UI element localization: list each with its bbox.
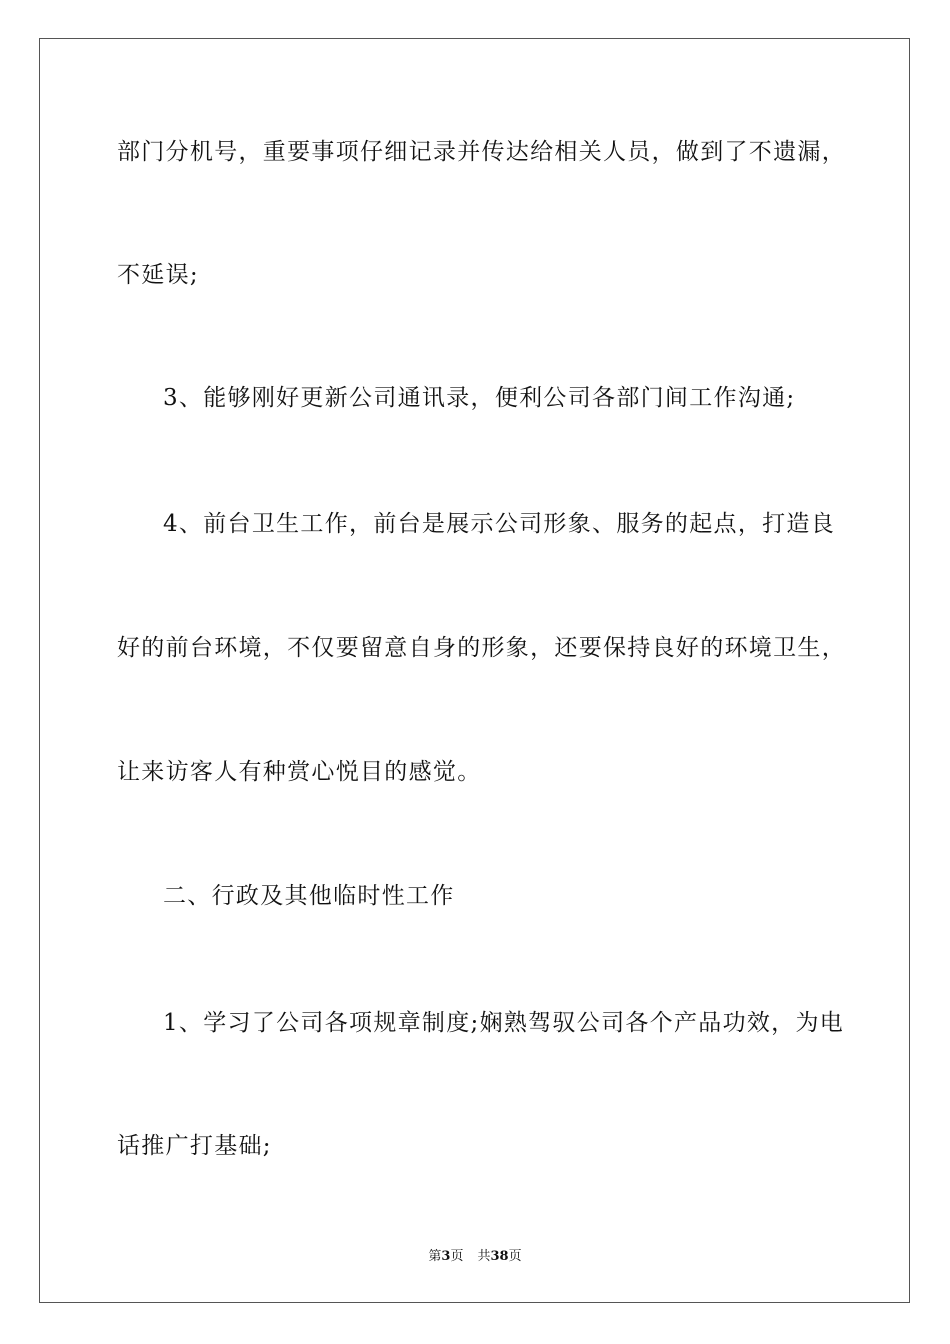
text-line-2: 不延误;: [117, 262, 199, 288]
page-footer: [0, 1248, 950, 1266]
footer-total-suffix: 页: [508, 1249, 522, 1264]
text-line-3: 3、能够刚好更新公司通讯录，便利公司各部门间工作沟通;: [163, 385, 796, 411]
footer-page-suffix: 页: [450, 1249, 464, 1264]
page-border: [39, 38, 910, 1303]
footer-page-prefix: 第: [428, 1249, 442, 1264]
text-line-8: 1、学习了公司各项规章制度;娴熟驾驭公司各个产品功效，为电: [163, 1010, 845, 1036]
text-line-1: 部门分机号，重要事项仔细记录并传达给相关人员，做到了不遗漏，: [117, 139, 846, 165]
text-line-6: 让来访客人有种赏心悦目的感觉。: [117, 759, 482, 785]
text-line-4: 4、前台卫生工作，前台是展示公司形象、服务的起点，打造良: [163, 511, 836, 537]
footer-total-pages: 38: [490, 1249, 509, 1264]
text-line-9: 话推广打基础;: [117, 1133, 272, 1159]
footer-total-prefix: 共: [477, 1249, 491, 1264]
section-heading: 二、行政及其他临时性工作: [163, 883, 455, 909]
text-line-5: 好的前台环境，不仅要留意自身的形象，还要保持良好的环境卫生，: [117, 635, 846, 661]
footer-page-number: 3: [441, 1249, 451, 1264]
